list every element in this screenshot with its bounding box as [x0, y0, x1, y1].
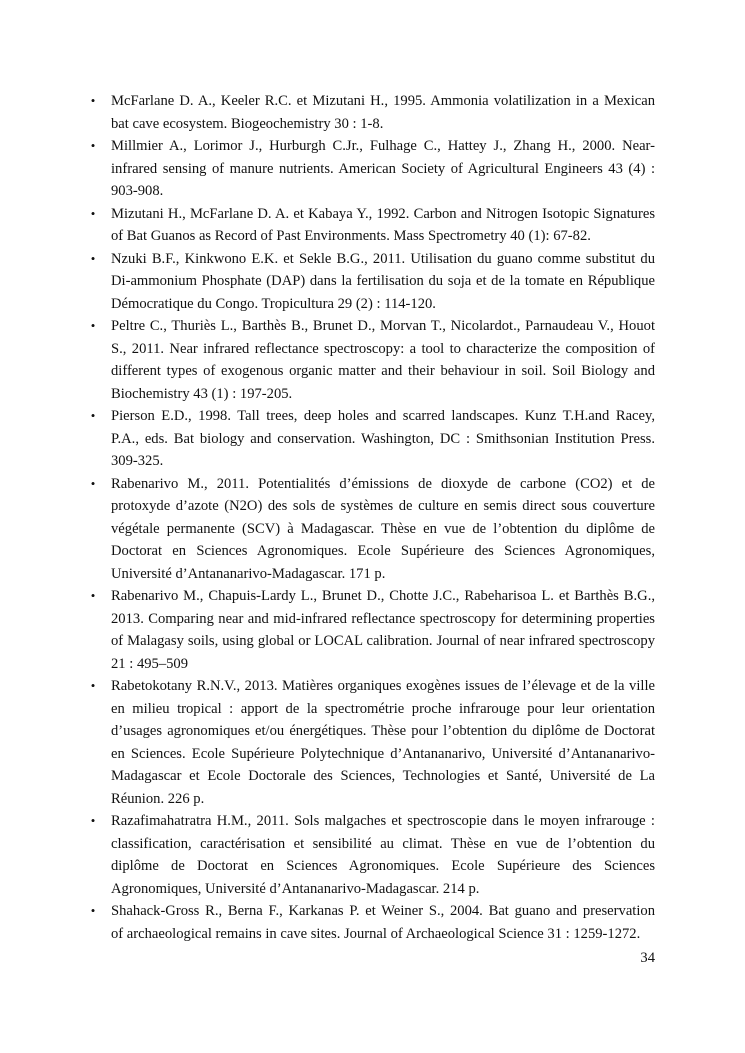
bullet-icon: • [90, 903, 96, 918]
reference-text-line: Di-ammonium Phosphate (DAP) dans la fertilisation du soja et de la tomate en République [111, 273, 655, 289]
reference-item [0, 473, 745, 586]
page-number: 34 [640, 950, 655, 966]
reference-text-line: en Sciences. Ecole Supérieure Polytechnique d’Antananarivo, Université d’Antananarivo- [111, 745, 655, 762]
bullet-icon: • [90, 318, 96, 333]
reference-item [0, 315, 745, 405]
reference-text-line: diplôme de Doctorat en Sciences Agronomiques. Ecole Supérieure des Sciences [111, 858, 655, 874]
reference-text-line: Agronomiques, Université d’Antananarivo-Madagascar. 214 p. [111, 880, 480, 897]
reference-text-line: classification, caractérisation et sensibilité au climat. Thèse en vue de l’obtention du [111, 835, 655, 852]
reference-text-line: Rabenarivo M., 2011. Potentialités d’émissions de dioxyde de carbone (CO2) et de [111, 475, 655, 492]
reference-text-line: S., 2011. Near infrared reflectance spectroscopy: a tool to characterize the composition of [111, 340, 655, 357]
reference-text-line: 309-325. [111, 453, 164, 469]
reference-text-line: different types of exogenous organic matter and their behaviour in soil. Soil Biology and [111, 363, 655, 379]
bullet-icon: • [90, 408, 96, 423]
reference-item [0, 90, 745, 135]
reference-text-line: McFarlane D. A., Keeler R.C. et Mizutani H., 1995. Ammonia volatilization in a Mexican [111, 93, 655, 109]
bullet-icon: • [90, 588, 96, 603]
bullet-icon: • [90, 93, 96, 108]
reference-text-line: infrared sensing of manure nutrients. American Society of Agricultural Engineers 43 (4) : [111, 160, 655, 177]
reference-text-line: Razafimahatratra H.M., 2011. Sols malgaches et spectroscopie dans le moyen infrarouge : [111, 813, 655, 829]
reference-text-line: 903-908. [111, 183, 164, 199]
reference-text-line: Doctorat en Sciences Agronomiques. Ecole Supérieure des Sciences Agronomiques, [111, 543, 655, 559]
reference-item [0, 810, 745, 900]
reference-item [0, 675, 745, 810]
reference-text-line: Nzuki B.F., Kinkwono E.K. et Sekle B.G., 2011. Utilisation du guano comme substitut du [111, 250, 655, 267]
bullet-icon: • [90, 138, 96, 153]
reference-text-line: Shahack-Gross R., Berna F., Karkanas P. et Weiner S., 2004. Bat guano and preservation [111, 903, 655, 919]
reference-text-line: of Malagasy soils, using global or LOCAL calibration. Journal of near infrared spectroscopy [111, 633, 655, 649]
reference-text-line: Rabetokotany R.N.V., 2013. Matières organiques exogènes issues de l’élevage et de la ville [111, 678, 655, 694]
reference-text-line: Mizutani H., McFarlane D. A. et Kabaya Y., 1992. Carbon and Nitrogen Isotopic Signatures [111, 205, 655, 222]
reference-text-line: Démocratique du Congo. Tropicultura 29 (2) : 114-120. [111, 295, 436, 312]
reference-list [0, 90, 745, 945]
reference-text-line: Biochemistry 43 (1) : 197-205. [111, 385, 293, 402]
reference-text-line: 21 : 495–509 [111, 655, 189, 672]
reference-text-line: d’usages agronomiques et/ou énergétiques. Thèse pour l’obtention du diplôme de Doctorat [111, 723, 655, 739]
reference-text-line: Université d’Antananarivo-Madagascar. 171 p. [111, 565, 386, 582]
reference-text-line: Peltre C., Thuriès L., Barthès B., Brunet D., Morvan T., Nicolardot., Parnaudeau V., Houot [111, 318, 655, 334]
reference-text-line: of archaeological remains in cave sites. Journal of Archaeological Science 31 : 1259-1272. [111, 925, 641, 942]
reference-text-line: protoxyde d’azote (N2O) des sols de systèmes de culture en semis direct sous couverture [111, 498, 655, 514]
bullet-icon: • [90, 205, 96, 221]
reference-item [0, 248, 745, 316]
reference-text-line: Pierson E.D., 1998. Tall trees, deep holes and scarred landscapes. Kunz T.H.and Racey, [111, 408, 655, 424]
reference-text-line: bat cave ecosystem. Biogeochemistry 30 : 1-8. [111, 115, 384, 132]
bullet-icon: • [90, 475, 96, 491]
reference-text-line: Réunion. 226 p. [111, 790, 205, 807]
reference-item [0, 900, 745, 945]
reference-text-line: végétale permanente (SCV) à Madagascar. Thèse en vue de l’obtention du diplôme de [111, 520, 655, 537]
reference-text-line: P.A., eds. Bat biology and conservation. Washington, DC : Smithsonian Institution Press. [111, 430, 655, 447]
reference-item [0, 585, 745, 675]
reference-text-line: Millmier A., Lorimor J., Hurburgh C.Jr., Fulhage C., Hattey J., Zhang H., 2000. Near- [111, 138, 655, 154]
reference-text-line: of Bat Guanos as Record of Past Environments. Mass Spectrometry 40 (1): 67-82. [111, 228, 591, 244]
reference-text-line: 2013. Comparing near and mid-infrared reflectance spectroscopy for determining properties [111, 610, 655, 627]
reference-text-line: en milieu tropical : apport de la spectrométrie proche infrarouge pour leur orientation [111, 700, 655, 717]
reference-text-line: Rabenarivo M., Chapuis-Lardy L., Brunet D., Chotte J.C., Rabeharisoa L. et Barthès B.G., [111, 588, 655, 604]
bullet-icon: • [90, 813, 96, 828]
reference-text-line: Madagascar et Ecole Doctorale des Sciences, Technologies et Santé, Université de La [111, 768, 655, 784]
reference-item [0, 135, 745, 203]
reference-item [0, 405, 745, 473]
bullet-icon: • [90, 250, 96, 266]
reference-item [0, 203, 745, 248]
bullet-icon: • [90, 678, 96, 693]
